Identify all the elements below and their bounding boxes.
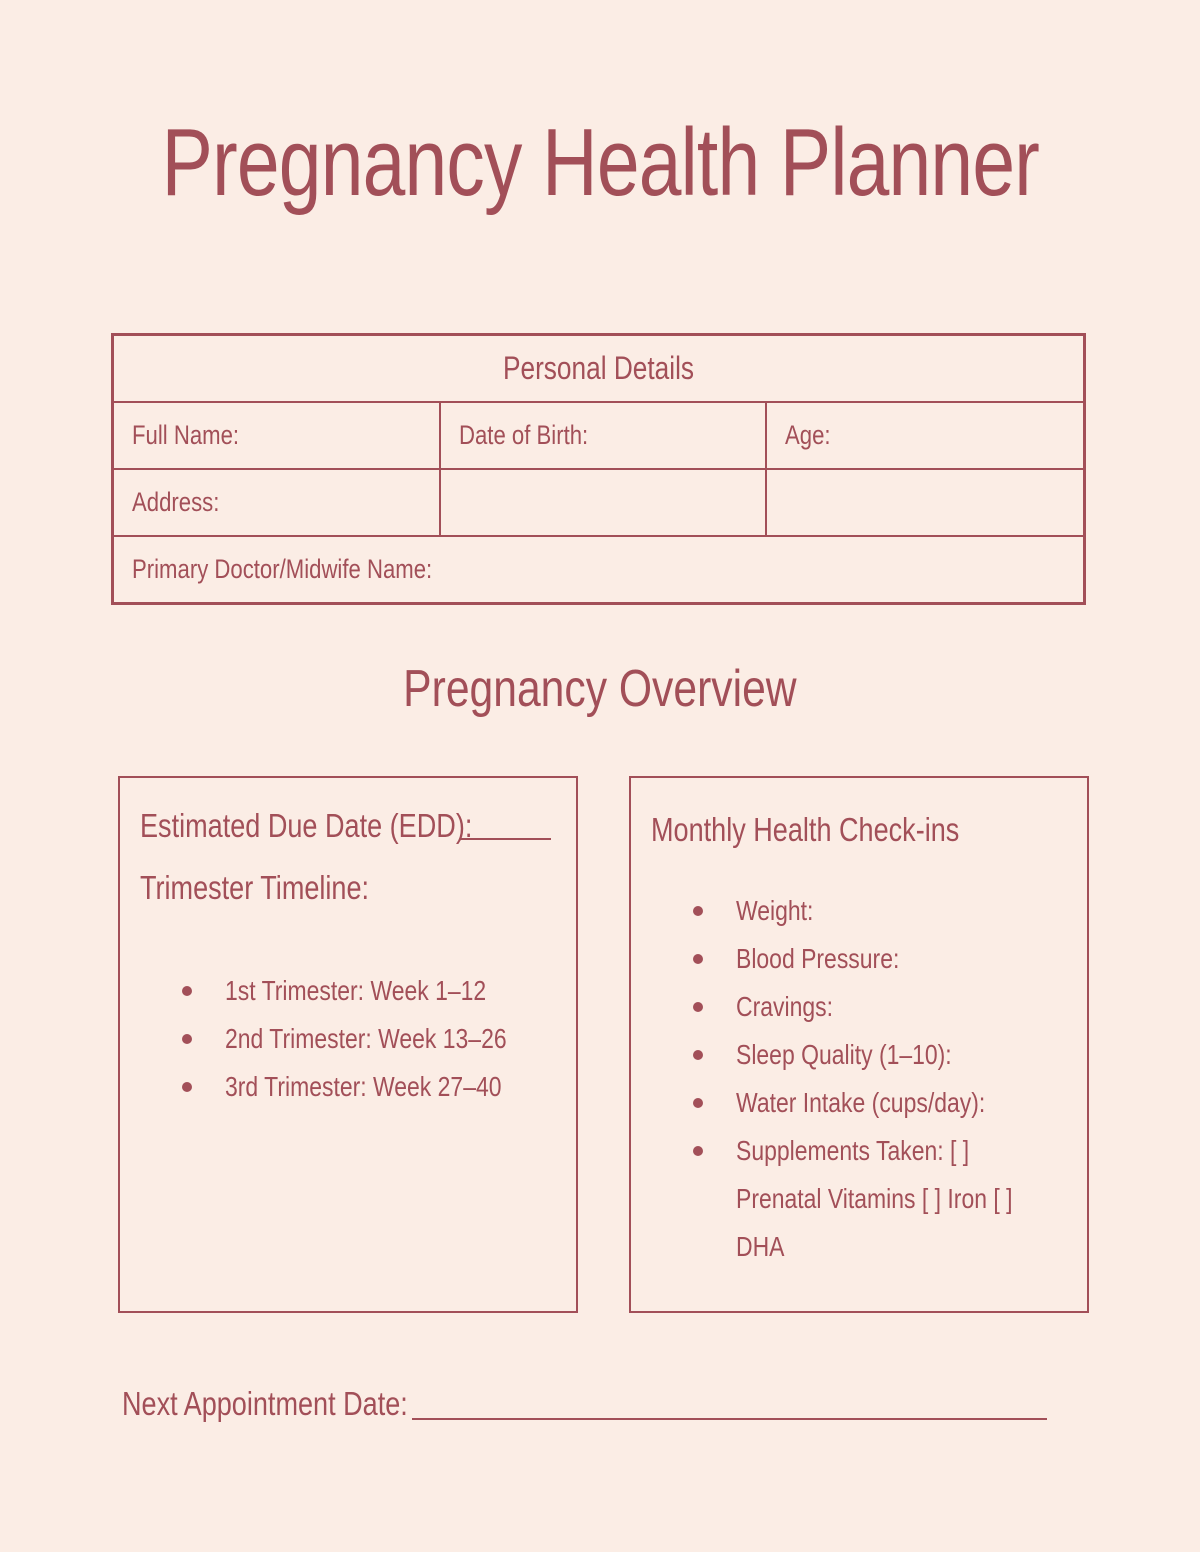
list-item: 2nd Trimester: Week 13–26 [182, 1015, 568, 1063]
list-item-continuation: Prenatal Vitamins [ ] Iron [ ] [736, 1183, 1013, 1214]
list-item-continuation: DHA [736, 1231, 785, 1262]
checkins-heading: Monthly Health Check-ins [651, 811, 960, 848]
personal-details-table [111, 333, 1086, 605]
list-item: Blood Pressure: [693, 935, 1073, 983]
list-item: Weight: [693, 887, 1073, 935]
dob-field[interactable] [440, 402, 766, 469]
next-appointment-label: Next Appointment Date: [122, 1385, 408, 1422]
address-label: Address: [132, 487, 220, 517]
full-name-field[interactable] [113, 402, 441, 469]
address-field[interactable] [113, 469, 441, 536]
dob-label: Date of Birth: [459, 420, 589, 450]
checkins-list [693, 887, 1073, 1271]
personal-details-heading: Personal Details [113, 335, 1085, 403]
doctor-field[interactable] [113, 536, 1085, 604]
trimester-list [182, 967, 568, 1111]
list-item: 3rd Trimester: Week 27–40 [182, 1063, 568, 1111]
age-label: Age: [785, 420, 831, 450]
edd-label: Estimated Due Date (EDD): [140, 807, 473, 844]
page-title: Pregnancy Health Planner [161, 109, 1039, 216]
timeline-label: Trimester Timeline: [140, 869, 370, 906]
edd-blank-line[interactable] [460, 838, 551, 840]
list-item: 1st Trimester: Week 1–12 [182, 967, 568, 1015]
full-name-label: Full Name: [132, 420, 240, 450]
list-item: Sleep Quality (1–10): [693, 1031, 1073, 1079]
address-field-extra-2[interactable] [766, 469, 1085, 536]
overview-box [118, 776, 578, 1313]
checkins-box [629, 776, 1089, 1313]
age-field[interactable] [766, 402, 1085, 469]
address-field-extra-1[interactable] [440, 469, 766, 536]
next-appointment-blank-line[interactable] [412, 1418, 1047, 1420]
list-item: Water Intake (cups/day): [693, 1079, 1073, 1127]
overview-heading: Pregnancy Overview [403, 660, 797, 718]
list-item: Cravings: [693, 983, 1073, 1031]
list-item: Supplements Taken: [ ] [693, 1127, 1073, 1175]
doctor-label: Primary Doctor/Midwife Name: [132, 554, 433, 584]
